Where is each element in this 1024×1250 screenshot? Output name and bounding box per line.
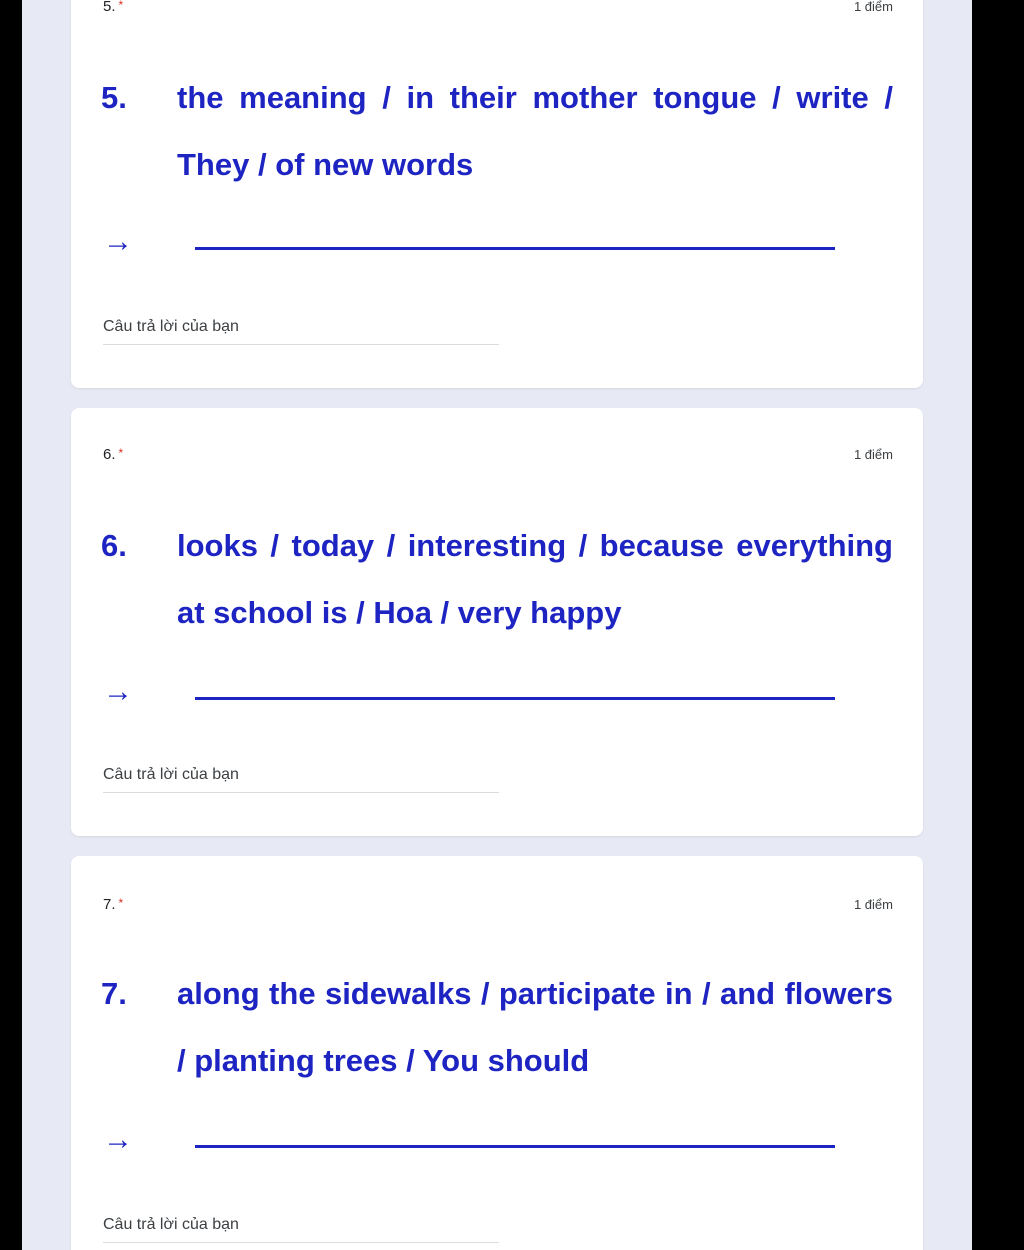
question-points: 1 điểm xyxy=(853,446,893,462)
blank-line xyxy=(195,247,835,250)
form-page xyxy=(22,0,972,1250)
arrow-right-icon: → xyxy=(103,675,133,708)
question-header xyxy=(103,0,893,16)
question-header xyxy=(103,894,893,914)
prompt-text: the meaning / in their mother tongue / write / They / of new words xyxy=(177,80,893,182)
prompt-text: along the sidewalks / participate in / and flowers / planting trees / You should xyxy=(177,976,893,1078)
question-card-6 xyxy=(71,408,923,836)
answer-hint-row xyxy=(103,672,843,712)
question-number: 6. * xyxy=(103,445,124,463)
question-points: 1 điểm xyxy=(853,896,893,912)
required-asterisk: * xyxy=(118,895,124,910)
answer-hint-row xyxy=(103,222,843,262)
blank-line xyxy=(195,1145,835,1148)
required-asterisk: * xyxy=(118,0,124,12)
answer-hint-row xyxy=(103,1120,843,1160)
arrow-right-icon: → xyxy=(103,1123,133,1156)
question-prompt xyxy=(101,512,893,646)
question-number: 7. * xyxy=(103,895,124,913)
question-points: 1 điểm xyxy=(853,0,893,14)
blank-line xyxy=(195,697,835,700)
question-card-7 xyxy=(71,856,923,1250)
prompt-number: 6. xyxy=(101,528,127,563)
question-number: 5. * xyxy=(103,0,123,15)
question-prompt xyxy=(101,64,893,198)
question-card-5 xyxy=(71,0,923,388)
question-header xyxy=(103,444,893,464)
question-prompt xyxy=(101,960,893,1094)
prompt-number: 7. xyxy=(101,976,127,1011)
answer-input[interactable] xyxy=(103,758,499,793)
answer-input[interactable] xyxy=(103,310,499,345)
arrow-right-icon: → xyxy=(103,225,133,258)
required-asterisk: * xyxy=(118,445,124,460)
prompt-number: 5. xyxy=(101,80,127,115)
prompt-text: looks / today / interesting / because everything at school is / Hoa / very happy xyxy=(177,528,893,630)
answer-input[interactable] xyxy=(103,1208,499,1243)
